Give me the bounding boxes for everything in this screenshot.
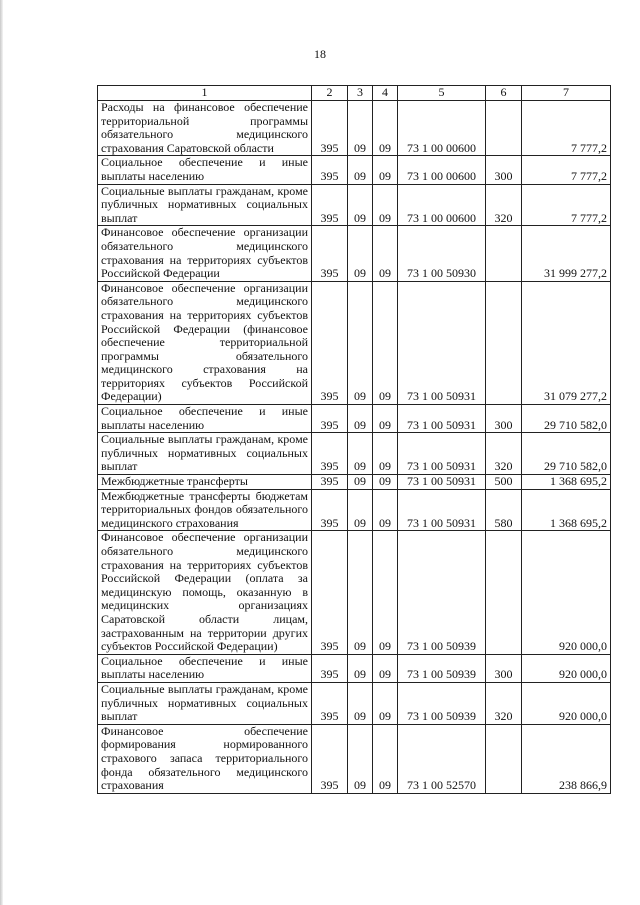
subsection-code-cell: 09: [373, 184, 398, 226]
admin-code-cell: 395: [312, 101, 348, 156]
column-header: 7: [522, 86, 611, 101]
table-row: [98, 475, 611, 490]
row-name-cell: Финансовое обеспечение организации обязательного медицинского страхования на территориях субъектов Российской Федерации (оплата за медицинскую помощь, оказанную в медицинских организациях Саратовской области лицам, застрахованным на территории других субъектов Российской Федерации): [98, 531, 312, 654]
row-name-cell: Социальные выплаты гражданам, кроме публичных нормативных социальных выплат: [98, 184, 312, 226]
admin-code-cell: 395: [312, 489, 348, 531]
amount-cell: 7 777,2: [522, 156, 611, 184]
expense-type-code-cell: [486, 101, 522, 156]
row-name-cell: Межбюджетные трансферты бюджетам территориальных фондов обязательного медицинского страхования: [98, 489, 312, 531]
section-code-cell: 09: [348, 531, 373, 654]
table-row: [98, 184, 611, 226]
row-name-cell: Социальное обеспечение и иные выплаты населению: [98, 156, 312, 184]
table-row: [98, 226, 611, 281]
subsection-code-cell: 09: [373, 489, 398, 531]
target-item-code-cell: 73 1 00 00600: [398, 184, 486, 226]
table-row: [98, 724, 611, 793]
column-header: 1: [98, 86, 312, 101]
row-name-cell: Социальные выплаты гражданам, кроме публичных нормативных социальных выплат: [98, 682, 312, 724]
row-name-cell: Расходы на финансовое обеспечение территориальной программы обязательного медицинского страхования Саратовской области: [98, 101, 312, 156]
expense-type-code-cell: 300: [486, 654, 522, 682]
row-name-cell: Финансовое обеспечение организации обязательного медицинского страхования на территориях субъектов Российской Федерации: [98, 226, 312, 281]
table-header-row: [98, 86, 611, 101]
section-code-cell: 09: [348, 405, 373, 433]
table-row: [98, 281, 611, 404]
target-item-code-cell: 73 1 00 50931: [398, 475, 486, 490]
target-item-code-cell: 73 1 00 50931: [398, 281, 486, 404]
expense-type-code-cell: 300: [486, 156, 522, 184]
admin-code-cell: 395: [312, 405, 348, 433]
admin-code-cell: 395: [312, 433, 348, 475]
section-code-cell: 09: [348, 475, 373, 490]
admin-code-cell: 395: [312, 226, 348, 281]
page-number: 18: [314, 47, 326, 61]
admin-code-cell: 395: [312, 682, 348, 724]
subsection-code-cell: 09: [373, 101, 398, 156]
amount-cell: 31 999 277,2: [522, 226, 611, 281]
expense-type-code-cell: [486, 281, 522, 404]
section-code-cell: 09: [348, 489, 373, 531]
expense-type-code-cell: [486, 724, 522, 793]
section-code-cell: 09: [348, 156, 373, 184]
admin-code-cell: 395: [312, 531, 348, 654]
row-name-cell: Социальные выплаты гражданам, кроме публичных нормативных социальных выплат: [98, 433, 312, 475]
admin-code-cell: 395: [312, 184, 348, 226]
expense-type-code-cell: 320: [486, 433, 522, 475]
column-header: 4: [373, 86, 398, 101]
column-header: 5: [398, 86, 486, 101]
amount-cell: 31 079 277,2: [522, 281, 611, 404]
subsection-code-cell: 09: [373, 654, 398, 682]
section-code-cell: 09: [348, 184, 373, 226]
expense-type-code-cell: 580: [486, 489, 522, 531]
amount-cell: 238 866,9: [522, 724, 611, 793]
row-name-cell: Финансовое обеспечение формирования нормированного страхового запаса территориального фонда обязательного медицинского страхования: [98, 724, 312, 793]
expense-type-code-cell: [486, 226, 522, 281]
amount-cell: 1 368 695,2: [522, 475, 611, 490]
table-row: [98, 101, 611, 156]
section-code-cell: 09: [348, 226, 373, 281]
section-code-cell: 09: [348, 654, 373, 682]
scan-edge: [0, 0, 3, 905]
section-code-cell: 09: [348, 682, 373, 724]
target-item-code-cell: 73 1 00 50931: [398, 433, 486, 475]
table-row: [98, 489, 611, 531]
subsection-code-cell: 09: [373, 281, 398, 404]
expense-type-code-cell: 500: [486, 475, 522, 490]
amount-cell: 920 000,0: [522, 682, 611, 724]
budget-table: [97, 85, 611, 794]
admin-code-cell: 395: [312, 156, 348, 184]
amount-cell: 7 777,2: [522, 184, 611, 226]
subsection-code-cell: 09: [373, 405, 398, 433]
target-item-code-cell: 73 1 00 50931: [398, 489, 486, 531]
section-code-cell: 09: [348, 724, 373, 793]
amount-cell: 7 777,2: [522, 101, 611, 156]
amount-cell: 920 000,0: [522, 531, 611, 654]
section-code-cell: 09: [348, 433, 373, 475]
table-row: [98, 531, 611, 654]
section-code-cell: 09: [348, 281, 373, 404]
subsection-code-cell: 09: [373, 475, 398, 490]
admin-code-cell: 395: [312, 475, 348, 490]
amount-cell: 1 368 695,2: [522, 489, 611, 531]
amount-cell: 920 000,0: [522, 654, 611, 682]
expense-type-code-cell: 320: [486, 184, 522, 226]
row-name-cell: Финансовое обеспечение организации обязательного медицинского страхования на территориях субъектов Российской Федерации (финансовое обеспечение территориальной программы обязательного медицинского страхования на территориях субъектов Российской Федерации): [98, 281, 312, 404]
target-item-code-cell: 73 1 00 50939: [398, 682, 486, 724]
expense-type-code-cell: [486, 531, 522, 654]
target-item-code-cell: 73 1 00 50939: [398, 654, 486, 682]
target-item-code-cell: 73 1 00 00600: [398, 156, 486, 184]
column-header: 2: [312, 86, 348, 101]
target-item-code-cell: 73 1 00 50930: [398, 226, 486, 281]
admin-code-cell: 395: [312, 654, 348, 682]
table-row: [98, 654, 611, 682]
subsection-code-cell: 09: [373, 531, 398, 654]
table-row: [98, 156, 611, 184]
admin-code-cell: 395: [312, 724, 348, 793]
column-header: 6: [486, 86, 522, 101]
target-item-code-cell: 73 1 00 00600: [398, 101, 486, 156]
row-name-cell: Межбюджетные трансферты: [98, 475, 312, 490]
expense-type-code-cell: 320: [486, 682, 522, 724]
row-name-cell: Социальное обеспечение и иные выплаты населению: [98, 654, 312, 682]
target-item-code-cell: 73 1 00 50931: [398, 405, 486, 433]
expense-type-code-cell: 300: [486, 405, 522, 433]
admin-code-cell: 395: [312, 281, 348, 404]
table-row: [98, 682, 611, 724]
subsection-code-cell: 09: [373, 226, 398, 281]
target-item-code-cell: 73 1 00 50939: [398, 531, 486, 654]
table-row: [98, 405, 611, 433]
section-code-cell: 09: [348, 101, 373, 156]
subsection-code-cell: 09: [373, 156, 398, 184]
amount-cell: 29 710 582,0: [522, 405, 611, 433]
row-name-cell: Социальное обеспечение и иные выплаты населению: [98, 405, 312, 433]
table-row: [98, 433, 611, 475]
amount-cell: 29 710 582,0: [522, 433, 611, 475]
target-item-code-cell: 73 1 00 52570: [398, 724, 486, 793]
column-header: 3: [348, 86, 373, 101]
subsection-code-cell: 09: [373, 724, 398, 793]
subsection-code-cell: 09: [373, 433, 398, 475]
subsection-code-cell: 09: [373, 682, 398, 724]
